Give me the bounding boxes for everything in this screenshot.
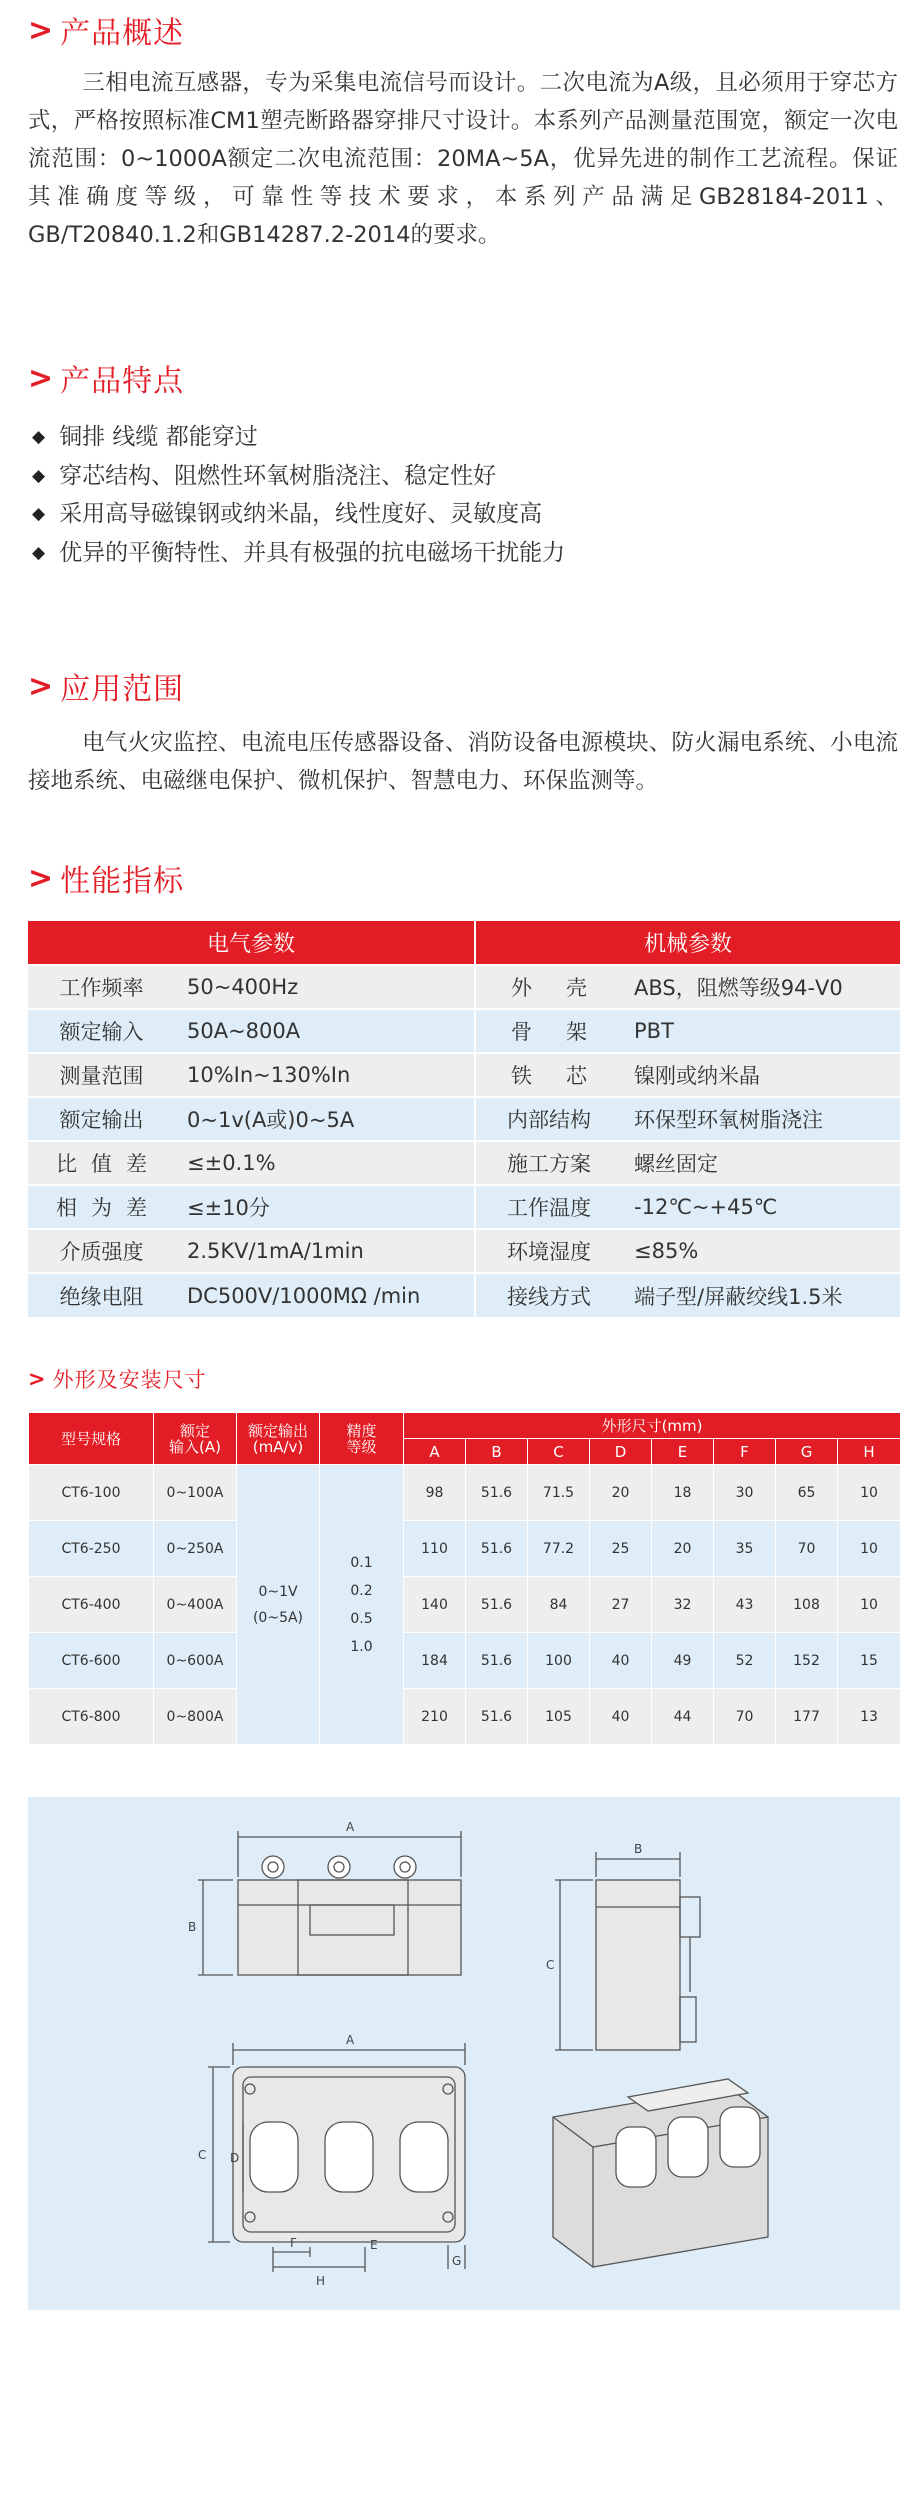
features-title: > 产品特点	[28, 360, 185, 399]
performance-table	[28, 921, 900, 1317]
table-row: CT6-250 0~250A 110 51.6 77.2 25 20 35 70 10	[29, 1521, 901, 1577]
table-row: 绝缘电阻 DC500V/1000MΩ /min 接线方式 端子型/屏蔽绞线1.5米	[28, 1273, 900, 1317]
table-row: 额定输出 0~1v(A或)0~5A 内部结构 环保型环氧树脂浇注	[28, 1097, 900, 1141]
front-view	[198, 1831, 461, 1975]
table-row: 介质强度 2.5KV/1mA/1min 环境湿度 ≤85%	[28, 1229, 900, 1273]
table-row: 相为差 ≤±10分 工作温度 -12℃~+45℃	[28, 1185, 900, 1229]
list-item: ◆ 铜排 线缆 都能穿过	[32, 418, 565, 457]
col-size-b: B	[466, 1439, 528, 1465]
table-row: 工作频率 50~400Hz 外壳 ABS，阻燃等级94-V0	[28, 965, 900, 1009]
dimensions-title: > 外形及安装尺寸	[28, 1367, 207, 1392]
performance-title: > 性能指标	[28, 860, 185, 899]
application-text: 电气火灾监控、电流电压传感器设备、消防设备电源模块、防火漏电系统、小电流接地系统、电磁继电保护、微机保护、智慧电力、环保监测等。	[28, 730, 898, 794]
side-view	[555, 1852, 700, 2050]
col-input: 额定 输入(A)	[154, 1413, 237, 1465]
dim-label-b-side: B	[634, 1842, 643, 1856]
col-size-h: H	[838, 1439, 901, 1465]
list-item: ◆ 优异的平衡特性、并具有极强的抗电磁场干扰能力	[32, 534, 565, 573]
drawing-svg	[28, 1797, 900, 2310]
dim-label-b-left: B	[188, 1920, 197, 1934]
overview-title: > 产品概述	[28, 12, 185, 51]
table-row: CT6-100 0~100A 0~1V (0~5A) 0.1 0.2 0.5 1.0 98 51.6 71.5 20 18 30 65 10	[29, 1465, 901, 1521]
col-size-g: G	[776, 1439, 838, 1465]
dim-label-a-top: A	[346, 1820, 355, 1834]
isometric-view	[553, 2079, 768, 2267]
col-size-e: E	[652, 1439, 714, 1465]
dim-label-d: D	[230, 2151, 240, 2165]
diamond-bullet-icon: ◆	[32, 504, 46, 524]
diamond-bullet-icon: ◆	[32, 465, 46, 486]
col-size-c: C	[528, 1439, 590, 1465]
table-row: CT6-800 0~800A 210 51.6 105 40 44 70 177 13	[29, 1689, 901, 1745]
dim-label-c-bottom: C	[198, 2148, 207, 2162]
table-row: 额定输入 50A~800A 骨架 PBT	[28, 1009, 900, 1053]
chevron-right-icon: >	[28, 1367, 47, 1391]
table-row: CT6-400 0~400A 140 51.6 84 27 32 43 108 10	[29, 1577, 901, 1633]
col-size-a: A	[404, 1439, 466, 1465]
table-row: 比值差 ≤±0.1% 施工方案 螺丝固定	[28, 1141, 900, 1185]
dim-label-e: E	[370, 2238, 378, 2252]
electrical-header: 电气参数	[28, 921, 475, 965]
col-size-d: D	[590, 1439, 652, 1465]
dim-label-a-bottom: A	[346, 2033, 355, 2047]
col-output: 额定输出 (mA/v)	[237, 1413, 320, 1465]
application-title: > 应用范围	[28, 668, 185, 707]
col-size-group: 外形尺寸(mm)	[404, 1413, 901, 1439]
diamond-bullet-icon: ◆	[32, 427, 46, 447]
dim-label-c-side: C	[546, 1958, 555, 1972]
mechanical-header: 机械参数	[475, 921, 900, 965]
diamond-bullet-icon: ◆	[32, 542, 46, 563]
dim-label-f: F	[290, 2236, 297, 2250]
chevron-right-icon: >	[28, 360, 55, 396]
overview-text: 三相电流互感器，专为采集电流信号而设计。二次电流为A级，且必须用于穿芯方式，严格按照标准CM1塑壳断路器穿排尺寸设计。本系列产品测量范围宽，额定一次电流范围：0~1000A额定二次电流范围：20MA~5A，优异先进的制作工艺流程。保证其准确度等级，可靠性等技术要求，本系列产品满足GB28184-2011、GB/T20840.1.2和GB14287.2-2014的要求。	[28, 70, 898, 248]
chevron-right-icon: >	[28, 860, 55, 896]
dim-label-h: H	[316, 2274, 326, 2288]
col-model: 型号规格	[29, 1413, 154, 1465]
list-item: ◆ 穿芯结构、阻燃性环氧树脂浇注、稳定性好	[32, 457, 565, 496]
table-row: CT6-600 0~600A 184 51.6 100 40 49 52 152 15	[29, 1633, 901, 1689]
chevron-right-icon: >	[28, 12, 55, 48]
accuracy-cell: 0.1 0.2 0.5 1.0	[320, 1465, 404, 1745]
dimension-drawing	[28, 1797, 900, 2310]
list-item: ◆ 采用高导磁镍钢或纳米晶，线性度好、灵敏度高	[32, 495, 565, 534]
bottom-front-view	[208, 2043, 465, 2272]
chevron-right-icon: >	[28, 668, 55, 704]
features-list	[32, 418, 565, 572]
dim-label-g: G	[452, 2254, 462, 2268]
output-cell: 0~1V (0~5A)	[237, 1465, 320, 1745]
dimensions-table	[28, 1412, 901, 1745]
col-accuracy: 精度 等级	[320, 1413, 404, 1465]
table-row: 测量范围 10%In~130%In 铁芯 镍刚或纳米晶	[28, 1053, 900, 1097]
col-size-f: F	[714, 1439, 776, 1465]
